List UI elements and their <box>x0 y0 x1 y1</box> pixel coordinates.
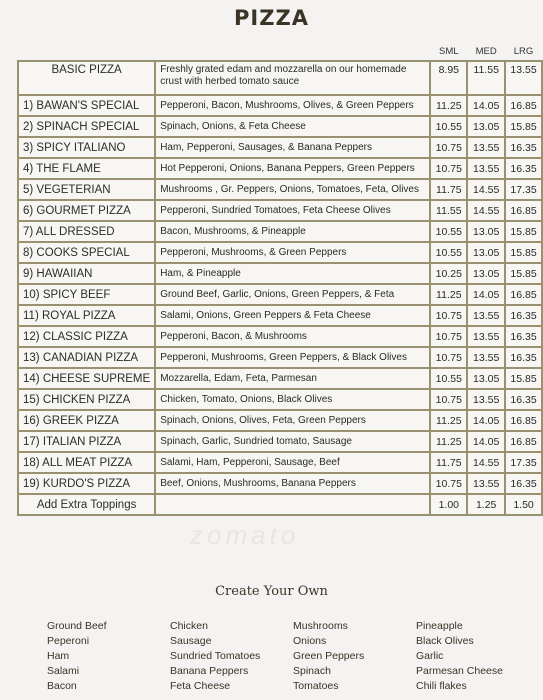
page-title: PIZZA <box>234 6 309 30</box>
topping-item: Pineapple <box>416 620 463 632</box>
pizza-description: Hot Pepperoni, Onions, Banana Peppers, Green Peppers <box>155 158 430 179</box>
pizza-name: 4) THE FLAME <box>18 158 155 179</box>
menu-row <box>18 347 542 368</box>
topping-item: Bacon <box>47 680 77 692</box>
pizza-description: Spinach, Onions, Olives, Feta, Green Peppers <box>155 410 430 431</box>
price-small: 11.75 <box>430 179 467 200</box>
topping-column <box>170 619 293 694</box>
price-large: 16.85 <box>505 410 542 431</box>
pizza-description: Pepperoni, Sundried Tomatoes, Feta Cheese Olives <box>155 200 430 221</box>
menu-row <box>18 326 542 347</box>
price-medium: 14.05 <box>467 410 505 431</box>
pizza-description: Pepperoni, Bacon, & Mushrooms <box>155 326 430 347</box>
price-medium: 13.55 <box>467 137 505 158</box>
extra-toppings-label: Add Extra Toppings <box>18 494 155 515</box>
topping-item: Chili flakes <box>416 680 467 692</box>
pizza-name: 2) SPINACH SPECIAL <box>18 116 155 137</box>
price-medium: 13.05 <box>467 263 505 284</box>
price-large: 15.85 <box>505 242 542 263</box>
topping-column <box>293 619 416 694</box>
pizza-description: Pepperoni, Mushrooms, Green Peppers, & Black Olives <box>155 347 430 368</box>
price-small: 10.55 <box>430 221 467 242</box>
extra-price-medium: 1.25 <box>467 494 505 515</box>
pizza-description: Mushrooms , Gr. Peppers, Onions, Tomatoes, Feta, Olives <box>155 179 430 200</box>
price-medium: 13.55 <box>467 473 505 494</box>
price-medium: 13.55 <box>467 389 505 410</box>
pizza-name: 10) SPICY BEEF <box>18 284 155 305</box>
pizza-name: 15) CHICKEN PIZZA <box>18 389 155 410</box>
menu-row <box>18 137 542 158</box>
topping-item: Onions <box>293 635 327 647</box>
topping-item: Spinach <box>293 665 331 677</box>
topping-item: Chicken <box>170 620 208 632</box>
pizza-name: 5) VEGETERIAN <box>18 179 155 200</box>
price-small: 10.25 <box>430 263 467 284</box>
pizza-description: Freshly grated edam and mozzarella on our homemade crust with herbed tomato sauce <box>155 61 430 95</box>
price-small: 11.25 <box>430 431 467 452</box>
pizza-description: Pepperoni, Mushrooms, & Green Peppers <box>155 242 430 263</box>
header-sml: SML <box>430 43 467 61</box>
pizza-name: 8) COOKS SPECIAL <box>18 242 155 263</box>
price-medium: 14.05 <box>467 284 505 305</box>
topping-item: Banana Peppers <box>170 665 249 677</box>
pizza-name: BASIC PIZZA <box>18 61 155 95</box>
menu-row <box>18 368 542 389</box>
price-small: 10.75 <box>430 305 467 326</box>
pizza-description: Spinach, Garlic, Sundried tomato, Sausage <box>155 431 430 452</box>
price-medium: 13.05 <box>467 242 505 263</box>
topping-item: Ham <box>47 650 70 662</box>
price-small: 11.75 <box>430 452 467 473</box>
empty-cell <box>155 494 430 515</box>
topping-column <box>416 619 526 694</box>
topping-item: Ground Beef <box>47 620 107 632</box>
pizza-name: 7) ALL DRESSED <box>18 221 155 242</box>
price-large: 16.85 <box>505 284 542 305</box>
pizza-name: 12) CLASSIC PIZZA <box>18 326 155 347</box>
table-header-row <box>18 43 542 61</box>
price-large: 16.85 <box>505 95 542 116</box>
topping-item: Peperoni <box>47 635 90 647</box>
price-large: 16.35 <box>505 137 542 158</box>
watermark: zomato <box>190 520 300 550</box>
price-medium: 14.55 <box>467 179 505 200</box>
menu-row <box>18 305 542 326</box>
price-large: 16.35 <box>505 473 542 494</box>
menu-row <box>18 431 542 452</box>
price-large: 16.35 <box>505 347 542 368</box>
menu-row <box>18 61 542 95</box>
price-large: 15.85 <box>505 263 542 284</box>
pizza-name: 1) BAWAN'S SPECIAL <box>18 95 155 116</box>
topping-column <box>47 619 170 694</box>
topping-item: Tomatoes <box>293 680 339 692</box>
price-small: 8.95 <box>430 61 467 95</box>
menu-row <box>18 200 542 221</box>
menu-row <box>18 284 542 305</box>
pizza-description: Chicken, Tomato, Onions, Black Olives <box>155 389 430 410</box>
price-small: 10.55 <box>430 242 467 263</box>
toppings-list <box>47 619 526 694</box>
pizza-description: Ground Beef, Garlic, Onions, Green Peppers, & Feta <box>155 284 430 305</box>
menu-row <box>18 95 542 116</box>
price-large: 16.35 <box>505 305 542 326</box>
price-large: 16.85 <box>505 431 542 452</box>
pizza-description: Pepperoni, Bacon, Mushrooms, Olives, & Green Peppers <box>155 95 430 116</box>
price-small: 10.75 <box>430 326 467 347</box>
pizza-description: Salami, Ham, Pepperoni, Sausage, Beef <box>155 452 430 473</box>
menu-row <box>18 473 542 494</box>
price-small: 11.55 <box>430 200 467 221</box>
price-small: 11.25 <box>430 410 467 431</box>
pizza-description: Salami, Onions, Green Peppers & Feta Cheese <box>155 305 430 326</box>
price-medium: 13.05 <box>467 116 505 137</box>
pizza-name: 3) SPICY ITALIANO <box>18 137 155 158</box>
price-small: 11.25 <box>430 284 467 305</box>
price-small: 10.55 <box>430 368 467 389</box>
topping-item: Sausage <box>170 635 212 647</box>
price-large: 16.35 <box>505 326 542 347</box>
pizza-description: Beef, Onions, Mushrooms, Banana Peppers <box>155 473 430 494</box>
pizza-name: 16) GREEK PIZZA <box>18 410 155 431</box>
price-small: 10.75 <box>430 473 467 494</box>
topping-item: Sundried Tomatoes <box>170 650 261 662</box>
price-large: 15.85 <box>505 368 542 389</box>
price-small: 10.75 <box>430 158 467 179</box>
price-medium: 14.55 <box>467 200 505 221</box>
menu-row <box>18 452 542 473</box>
menu-row <box>18 410 542 431</box>
menu-row <box>18 158 542 179</box>
extra-price-small: 1.00 <box>430 494 467 515</box>
pizza-menu-table <box>17 43 543 516</box>
pizza-name: 17) ITALIAN PIZZA <box>18 431 155 452</box>
price-medium: 11.55 <box>467 61 505 95</box>
price-small: 11.25 <box>430 95 467 116</box>
price-medium: 13.05 <box>467 221 505 242</box>
pizza-description: Ham, Pepperoni, Sausages, & Banana Peppers <box>155 137 430 158</box>
topping-item: Mushrooms <box>293 620 348 632</box>
pizza-name: 19) KURDO'S PIZZA <box>18 473 155 494</box>
price-medium: 13.55 <box>467 158 505 179</box>
topping-item: Green Peppers <box>293 650 365 662</box>
pizza-name: 18) ALL MEAT PIZZA <box>18 452 155 473</box>
price-medium: 14.55 <box>467 452 505 473</box>
menu-row <box>18 179 542 200</box>
pizza-name: 11) ROYAL PIZZA <box>18 305 155 326</box>
topping-item: Feta Cheese <box>170 680 231 692</box>
price-large: 16.35 <box>505 389 542 410</box>
menu-row <box>18 116 542 137</box>
price-medium: 14.05 <box>467 431 505 452</box>
extra-toppings-row <box>18 494 542 515</box>
header-med: MED <box>467 43 505 61</box>
topping-item: Salami <box>47 665 80 677</box>
header-lrg: LRG <box>505 43 542 61</box>
pizza-name: 14) CHEESE SUPREME <box>18 368 155 389</box>
price-large: 17.35 <box>505 452 542 473</box>
pizza-description: Spinach, Onions, & Feta Cheese <box>155 116 430 137</box>
pizza-name: 13) CANADIAN PIZZA <box>18 347 155 368</box>
price-large: 17.35 <box>505 179 542 200</box>
price-medium: 13.55 <box>467 347 505 368</box>
menu-row <box>18 263 542 284</box>
price-small: 10.75 <box>430 389 467 410</box>
pizza-name: 9) HAWAIIAN <box>18 263 155 284</box>
price-large: 15.85 <box>505 221 542 242</box>
pizza-description: Ham, & Pineapple <box>155 263 430 284</box>
topping-item: Black Olives <box>416 635 474 647</box>
menu-row <box>18 389 542 410</box>
price-small: 10.75 <box>430 347 467 368</box>
price-large: 16.35 <box>505 158 542 179</box>
pizza-description: Bacon, Mushrooms, & Pineapple <box>155 221 430 242</box>
price-medium: 13.05 <box>467 368 505 389</box>
price-small: 10.55 <box>430 116 467 137</box>
price-medium: 13.55 <box>467 305 505 326</box>
price-large: 15.85 <box>505 116 542 137</box>
create-your-own-heading: Create Your Own <box>215 584 328 599</box>
price-medium: 13.55 <box>467 326 505 347</box>
menu-row <box>18 242 542 263</box>
price-small: 10.75 <box>430 137 467 158</box>
topping-item: Parmesan Cheese <box>416 665 503 677</box>
menu-row <box>18 221 542 242</box>
pizza-name: 6) GOURMET PIZZA <box>18 200 155 221</box>
price-large: 13.55 <box>505 61 542 95</box>
pizza-description: Mozzarella, Edam, Feta, Parmesan <box>155 368 430 389</box>
price-large: 16.85 <box>505 200 542 221</box>
topping-item: Garlic <box>416 650 444 662</box>
extra-price-large: 1.50 <box>505 494 542 515</box>
price-medium: 14.05 <box>467 95 505 116</box>
